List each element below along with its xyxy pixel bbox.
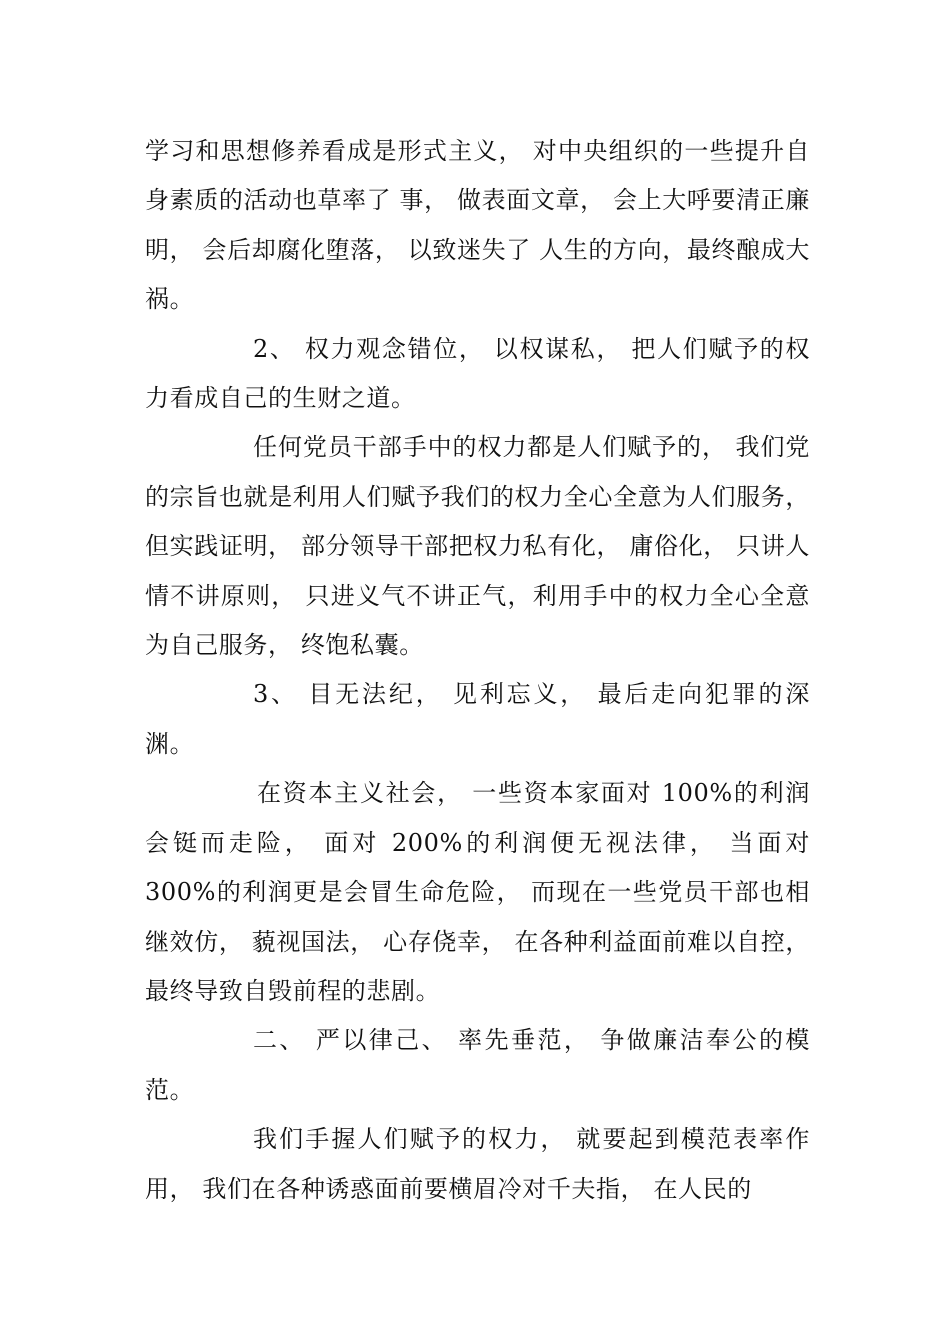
paragraph-capitalism: 在资本主义社会， 一些资本家面对 100%的利润会铤而走险， 面对 200%的利润便无视法律， 当面对 300%的利润更是会冒生命危险， 而现在一些党员干部也相继效仿， 藐视国法， 心存侥幸， 在各种利益面前难以自控，最终导致自毁前程的悲剧。 bbox=[145, 779, 810, 1005]
document-body bbox=[145, 127, 810, 1214]
paragraph-role-model: 我们手握人们赋予的权力， 就要起到模范表率作用， 我们在各种诱惑面前要横眉冷对千夫指， 在人民的 bbox=[145, 1125, 810, 1203]
paragraph-heading-section-two: 二、 严以律己、 率先垂范， 争做廉洁奉公的模范。 bbox=[145, 1026, 810, 1104]
paragraph-heading-3: 3、 目无法纪， 见利忘义， 最后走向犯罪的深渊。 bbox=[145, 680, 810, 758]
paragraph-power-granted: 任何党员干部手中的权力都是人们赋予的， 我们党的宗旨也就是利用人们赋予我们的权力全心全意为人们服务， 但实践证明， 部分领导干部把权力私有化， 庸俗化， 只讲人情不讲原则， 只进义气不讲正气，利用手中的权力全心全意为自己服务， 终饱私囊。 bbox=[145, 433, 810, 660]
paragraph-continuation: 学习和思想修养看成是形式主义， 对中央组织的一些提升自身素质的活动也草率了 事， 做表面文章， 会上大呼要清正廉明， 会后却腐化堕落， 以致迷失了 人生的方向，最终酿成大祸。 bbox=[145, 137, 810, 314]
paragraph-heading-2: 2、 权力观念错位， 以权谋私， 把人们赋予的权力看成自己的生财之道。 bbox=[145, 334, 810, 413]
